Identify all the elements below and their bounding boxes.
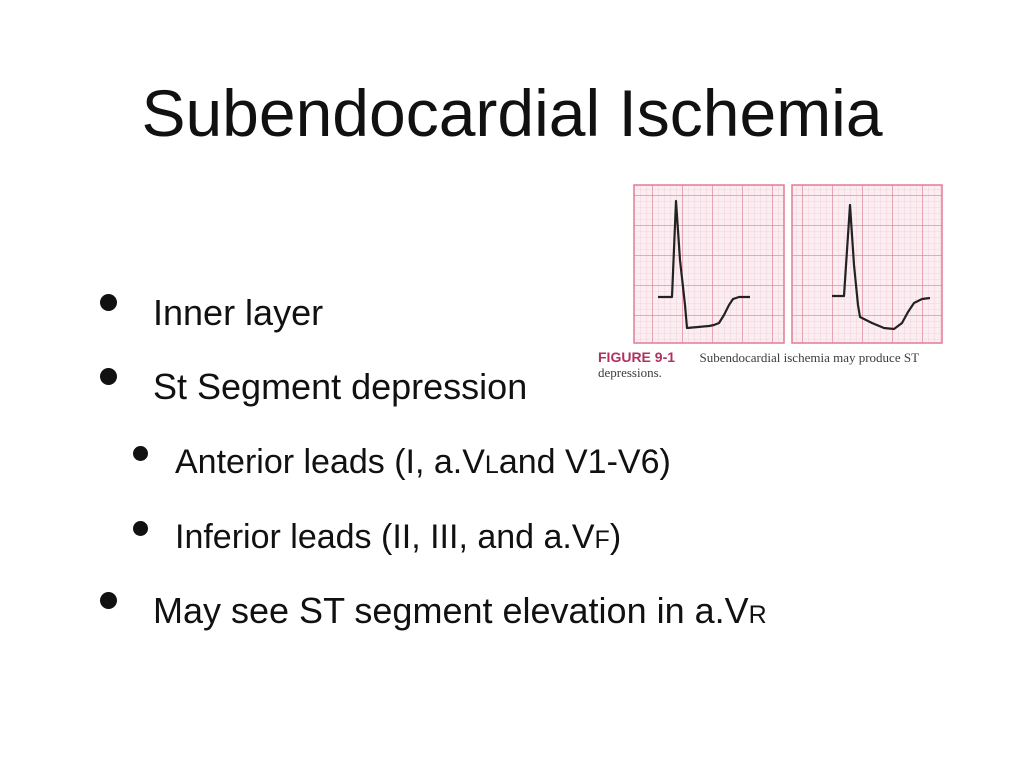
subbullet-anterior-leads [133,443,671,482]
bullet-dot-icon [133,521,148,536]
bullet-text-pre: Anterior leads (I, a.V [175,443,485,481]
bullet-subscript: F [594,526,610,554]
bullet-text-pre: Inferior leads (II, III, and a.V [175,518,595,556]
bullet-text-pre: May see ST segment elevation in a.V [153,590,749,631]
ecg-strip-right [792,185,942,343]
bullet-inner-layer [100,292,323,334]
figure-caption-line1: Subendocardial ischemia may produce ST [699,350,920,365]
bullet-st-elevation-avr [100,590,767,632]
bullet-dot-icon [100,592,117,609]
bullet-subscript: L [484,451,499,479]
bullet-st-segment-depression [100,366,527,408]
figure-label: FIGURE 9-1 [598,349,676,365]
bullet-subscript: R [748,601,767,629]
bullet-text: Inner layer [153,292,324,333]
bullet-text: St Segment depression [153,366,528,407]
ecg-strip-left [634,185,784,343]
subbullet-inferior-leads [133,518,621,557]
figure-caption-line2: depressions. [598,365,662,380]
bullet-text-post: and V1-V6) [498,443,671,481]
figure-caption [598,350,988,380]
slide-title: Subendocardial Ischemia [141,76,883,150]
bullet-dot-icon [100,294,117,311]
bullet-dot-icon [100,368,117,385]
bullet-text-post: ) [609,518,622,556]
bullet-dot-icon [133,446,148,461]
